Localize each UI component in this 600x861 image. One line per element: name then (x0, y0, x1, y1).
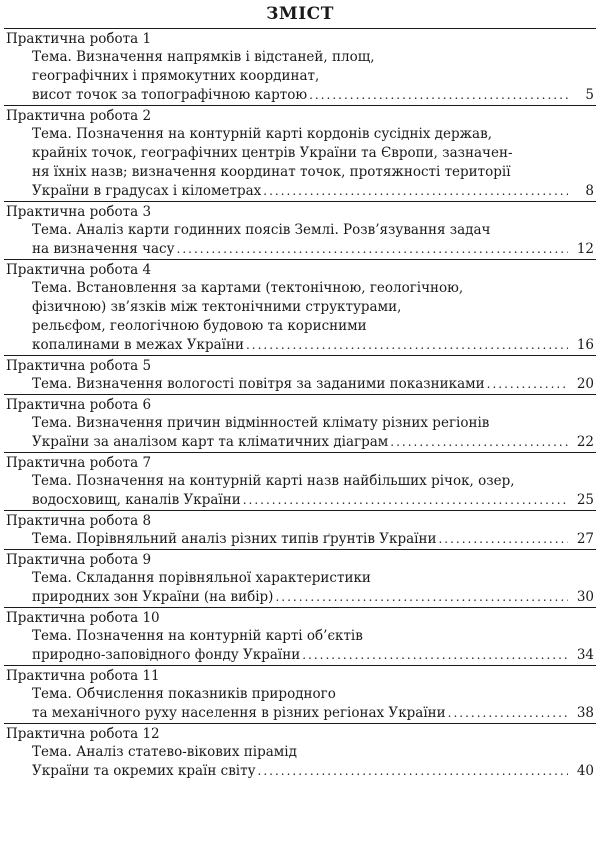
work-title: Практична робота 8 (6, 513, 152, 529)
dot-leader (263, 182, 568, 201)
topic-line: географічних і прямокутних координат, (32, 68, 320, 84)
page-number: 12 (576, 241, 594, 257)
page-number: 5 (585, 87, 594, 103)
dot-leader (275, 588, 568, 607)
topic-line: Тема. Аналіз карти годинних поясів Землі. Розв’язування задач (32, 222, 491, 238)
topic-text (4, 530, 596, 549)
dot-leader (309, 86, 568, 105)
toc-entry-1 (4, 28, 596, 105)
work-title: Практична робота 4 (6, 262, 152, 278)
dot-leader (177, 240, 568, 259)
topic-text (4, 414, 596, 452)
topic-line: Тема. Позначення на контурній карті кордонів сусідніх держав, (32, 126, 492, 142)
topic-text (4, 48, 596, 105)
topic-line: Тема. Складання порівняльної характеристики (32, 570, 371, 586)
topic-text (4, 685, 596, 723)
toc-entry-7 (4, 452, 596, 510)
dot-leader (246, 336, 568, 355)
page-number: 34 (576, 647, 594, 663)
topic-line: на визначення часу (32, 241, 175, 257)
topic-line: копалинами в межах України (32, 337, 244, 353)
work-title: Практична робота 11 (6, 668, 160, 684)
page-number: 20 (576, 376, 594, 392)
topic-line: Тема. Визначення напрямків і відстаней, площ, (32, 49, 375, 65)
page-number: 27 (576, 531, 594, 547)
topic-text (4, 743, 596, 781)
work-title: Практична робота 12 (6, 726, 160, 742)
topic-line: природно-заповідного фонду України (32, 647, 301, 663)
topic-line: Тема. Порівняльний аналіз різних типів ґрунтів України (32, 531, 437, 547)
topic-text (4, 472, 596, 510)
toc-entry-3 (4, 201, 596, 259)
toc-entry-5 (4, 355, 596, 394)
topic-line: Тема. Встановлення за картами (тектонічною, геологічною, (32, 280, 464, 296)
topic-line: рельєфом, геологічною будовою та корисними (32, 318, 367, 334)
page-number: 40 (576, 763, 594, 779)
toc-entry-6 (4, 394, 596, 452)
topic-text (4, 221, 596, 259)
work-title: Практична робота 5 (6, 358, 152, 374)
topic-text (4, 279, 596, 355)
work-title: Практична робота 6 (6, 397, 152, 413)
dot-leader (302, 646, 568, 665)
topic-line: Тема. Обчислення показників природного (32, 686, 336, 702)
topic-line: Тема. Позначення на контурній карті назв найбільших річок, озер, (32, 473, 515, 489)
topic-line: крайніх точок, географічних центрів України та Європи, зазначен- (32, 145, 513, 161)
toc-entry-12 (4, 723, 596, 781)
topic-text (4, 375, 596, 394)
toc-entry-8 (4, 510, 596, 549)
topic-line: України та окремих країн світу (32, 763, 256, 779)
toc-entry-2 (4, 105, 596, 201)
page-number: 8 (585, 183, 594, 199)
work-title: Практична робота 10 (6, 610, 160, 626)
page-number: 30 (576, 589, 594, 605)
page-number: 38 (576, 705, 594, 721)
topic-text (4, 627, 596, 665)
toc-entry-4 (4, 259, 596, 355)
toc-entry-9 (4, 549, 596, 607)
topic-text (4, 125, 596, 201)
work-title: Практична робота 9 (6, 552, 152, 568)
toc-entry-10 (4, 607, 596, 665)
topic-line: України в градусах і кілометрах (32, 183, 262, 199)
work-title: Практична робота 7 (6, 455, 152, 471)
dot-leader (438, 530, 568, 549)
dot-leader (487, 375, 568, 394)
dot-leader (448, 704, 568, 723)
topic-line: Тема. Визначення вологості повітря за заданими показниками (32, 376, 485, 392)
dot-leader (390, 433, 568, 452)
topic-line: фізичною) зв’язків між тектонічними структурами, (32, 299, 402, 315)
page-number: 25 (576, 492, 594, 508)
topic-line: Тема. Визначення причин відмінностей клімату різних регіонів (32, 415, 490, 431)
topic-line: Тема. Позначення на контурній карті об’єктів (32, 628, 363, 644)
topic-line: висот точок за топографічною картою (32, 87, 308, 103)
table-of-contents (0, 28, 600, 781)
topic-line: ня їхніх назв; визначення координат точок, протяжності території (32, 164, 511, 180)
page-title: ЗМІСТ (266, 4, 334, 24)
topic-text (4, 569, 596, 607)
page-number: 22 (576, 434, 594, 450)
topic-line: водосховищ, каналів України (32, 492, 241, 508)
topic-line: природних зон України (на вибір) (32, 589, 274, 605)
page-number: 16 (576, 337, 594, 353)
topic-line: України за аналізом карт та кліматичних діаграм (32, 434, 389, 450)
work-title: Практична робота 3 (6, 204, 152, 220)
work-title: Практична робота 2 (6, 108, 152, 124)
dot-leader (258, 762, 568, 781)
work-title: Практична робота 1 (6, 31, 152, 47)
topic-line: та механічного руху населення в різних регіонах України (32, 705, 446, 721)
dot-leader (243, 491, 568, 510)
topic-line: Тема. Аналіз статево-вікових пірамід (32, 744, 297, 760)
toc-entry-11 (4, 665, 596, 723)
